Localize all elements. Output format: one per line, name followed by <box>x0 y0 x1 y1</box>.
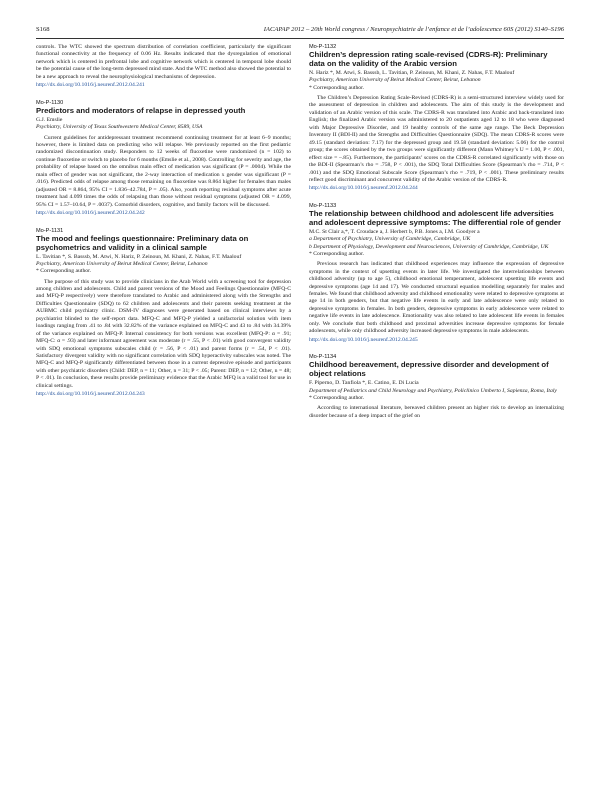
abstract-mo-p-1133 <box>309 203 564 344</box>
left-column <box>36 44 291 399</box>
doi-link[interactable]: http://dx.doi.org/10.1016/j.neurenf.2012.04.242 <box>36 210 145 217</box>
abstract-mo-p-1131 <box>36 228 291 399</box>
abstract-body: The purpose of this study was to provide clinicians in the Arab World with a screening tool for depression among children and adolescents. Child and parent versions of the Mood and Feelings Questionnaire (MFQ-C and MFQ-P respectively) were therefore translated to Arabic and administered along with the Strengths and Difficulties Questionnaire (SDQ) to 62 children and adolescents and their parents seeking treatment at the AUBMC child psychiatry clinic. DSM-IV diagnoses were generated based on clinical interviews by a psychiatrist blinded to the self-report data. MFQ-C and MFQ-P yielded a unifactorial solution with item loadings ranging from .41 to .84 with 32.82% of the variance explained on MFQ-C and 43 to .84 with 34.39% of the variance explained on MFQ-P. Internal consistency for both versions was excellent (MFQ-P: α = .91; MFQ-C: α = .93) and later informant agreement was moderate (r = .55, P < .01) with good convergent validity with SDQ emotional symptoms subscales child (r = .56, P < .01) and parent forms (r = .54, P < .01). Satisfactory divergent validity with no significant correlation with SDQ hyperactivity subscales was noted. The MFQ-C and MFQ-P significantly differentiated between those in a current depressive episode and participants with other psychiatric disorders (Child: DEP, n = 11; Other, n = 31; P < .05; Parent: DEP, n = 12; Other, n = 48; P < .01). In conclusion, these results provide preliminary evidence that the Arabic MFQ is a valid tool for use in clinical settings. <box>36 278 291 389</box>
doi-link[interactable]: http://dx.doi.org/10.1016/j.neurenf.2012.04.244 <box>309 185 418 192</box>
corresponding-author-note: * Corresponding author. <box>309 394 365 401</box>
abstract-title: The relationship between childhood and adolescent life adversities and adolescent depressive symptoms: The differential role of gender <box>309 209 562 228</box>
corresponding-author-note: * Corresponding author. <box>309 250 365 257</box>
journal-running-head: IACAPAP 2012 – 20th World congress / Neuropsychiatrie de l’enfance et de l’adolescence 60S (2012) S140–S196 <box>263 26 564 33</box>
abstract-affiliation: Psychiatry, American University of Beirut Medical Center, Beirut, Lebanon <box>309 77 481 84</box>
page-header <box>36 26 564 38</box>
abstract-code: Mo-P-1134 <box>309 354 337 361</box>
abstract-authors: N. Hariz *, M. Atwi, S. Basssb, L. Tavitian, P. Zeinoun, M. Khani, Z. Nahas, F.T. Maalouf <box>309 70 515 77</box>
abstract-body: Current guidelines for antidepressant treatment recommend continuing treatment for at least 6–9 months; however, there is limited data on predicting who will relapse. We previously reported on the first pediatric randomized discontinuation study. Responders to 12 weeks of fluoxetine were randomized (n = 102) to continue fluoxetine or switch to placebo for 6 months (Emslie et al., 2008). Controlling for severity and age, the probability of relapse based on the omnibus main effect of medication was significant (P = .0004). While the main effect of gender was not significant, the 2-way interaction of medication x gender was significant (P = .016). Predicted odds of relapse among those remaining on fluoxetine was 8.864 higher for females than males (adjusted OR = 8.864, 95% CI = 1.836–42.784, P = .05). Also, youth reporting residual symptoms after acute treatment had 4.099 times the odds of relapsing than those without residual symptoms (adjusted OR = 4.099, 95% CI = 1.57–10.64, P = .0037). Comorbid disorders, cognitive, and family factors will be discussed. <box>36 134 291 208</box>
abstract-mo-p-1132 <box>309 44 564 193</box>
abstract-authors: F. Piperno, D. Tanfiola *, E. Catino, E. Di Lucia <box>309 380 419 387</box>
doi-link[interactable]: http://dx.doi.org/10.1016/j.neurenf.2012.04.245 <box>309 336 418 343</box>
abstract-authors: M.C. St Clair a,*, T. Croudace a, J. Herbert b, P.B. Jones a, I.M. Goodyer a <box>309 229 480 235</box>
abstract-affiliation: Psychiatry, University of Texas Southwestern Medical Center, 8589, USA <box>36 124 203 131</box>
abstract-affiliation: Psychiatry, American University of Beirut Medical Center, Beirut, Lebanon <box>36 260 208 267</box>
corresponding-author-note: * Corresponding author. <box>36 268 92 275</box>
doi-link[interactable]: http://dx.doi.org/10.1016/j.neurenf.2012.04.243 <box>36 391 145 398</box>
abstract-code: Mo-P-1131 <box>36 227 64 234</box>
abstract-body: According to international literature, bereaved children present an higher risk to develop an internalizing disorder because of a deep impact of the grief on <box>309 405 564 419</box>
abstract-code: Mo-P-1130 <box>36 99 64 106</box>
abstract-continuation <box>36 44 291 90</box>
abstract-mo-p-1134 <box>309 354 564 420</box>
page-number: S168 <box>36 26 50 33</box>
abstract-body: The Children’s Depression Rating Scale-Revised (CDRS-R) is a semi-structured interview widely used for the assessment of depression in children and adolescents. The aim of this study is the development and validation of an Arabic version of this scale. The CDRS-R was translated into Arabic and back-translated into English; the finalized Arabic version was administered to 20 outpatients aged 12 to 18 who were diagnosed with Major Depressive Disorder, and 19 healthy controls of the same age range. The Beck Depression Inventory II (BDI-II) and the Strengths and Difficulties Questionnaire (SDQ). The mean CDRS-R scores were 49.15 (standard deviation: 7.17) for the depressed group and 19.58 (standard deviation: 5.06) for the control group; the scores obtained by the two groups were significantly different (Mann Whitney’s U = 1.00, P < .001, effect size = –.85). Furthermore, the participants’ scores on the CDRS-R correlated significantly with those on the BDI-II (Spearman’s rho = .758, P < .001), the SDQ Total Difficulties Score (Spearman’s rho = .714, P < .001) and the SDQ Emotional Subscale Score (Spearman’s rho = .719, P < .001). These preliminary results reflect good discriminant and concurrent validity of the Arabic version of the CDRS-R. <box>309 95 564 183</box>
abstract-code: Mo-P-1132 <box>309 44 337 50</box>
abstract-title: The mood and feelings questionnaire: Preliminary data on psychometrics and validity in a clinical sample <box>36 233 249 252</box>
abstract-affiliation-a: a Department of Psychiatry, University of Cambridge, Cambridge, UK <box>309 236 471 243</box>
abstract-title: Predictors and moderators of relapse in depressed youth <box>36 106 246 116</box>
header-rule <box>36 38 564 39</box>
abstract-title: Children’s depression rating scale-revised (CDRS-R): Preliminary data on the validity of the Arabic version <box>309 50 548 69</box>
continuation-text: controls. The WTC showed the spectrum distribution of correlation coefficient, particularly the significant functional connectivity at the frequency of 0.06 Hz. Results indicated that the dysregulation of emotional network which is centered in prefrontal lobe and cognitive network which is centered in temporal lobe should be the potential cause of the long-term depressed mind state. And the WTC method also showed the potential to be a new approach to reveal the neurophysiological mechanisms of depression. <box>36 44 291 80</box>
right-column <box>309 44 564 420</box>
abstract-affiliation-b: b Department of Physiology, Development and Neurosciences, University of Cambridge, Cambridge, UK <box>309 243 549 250</box>
abstract-authors: G.J. Emslie <box>36 116 63 123</box>
abstract-title: Childhood bereavement, depressive disorder and development of object relations <box>309 360 549 379</box>
abstract-mo-p-1130 <box>36 100 291 218</box>
abstract-body: Previous research has indicated that childhood experiences may influence the expression of depressive symptoms in the context of upsetting events in later life. We investigated the interrelationships between childhood adversity (up to age 5), childhood emotional temperament, adolescent upsetting life events and depressive symptoms (age 14 and 17). We conducted structural equation modelling separately for males and females. We found that childhood adversity and childhood emotionality were related to depressive symptoms at age 14 in both genders, but that negative life events in early and late adolescence were only related to depressive symptoms in females. In both genders, depressive symptoms in early adolescence were related to negative life events in late adolescence. Emotionality was also related to late adolescent life events in females only. We conclude that both childhood and proximal adversities increase depressive symptoms for female adolescents, while only childhood adversity increased depressive symptoms in male adolescents. <box>309 261 564 335</box>
abstract-affiliation: Department of Pediatrics and Child Neurology and Psychiatry, Policlinico Umberto I, Sapienza, Roma, Italy <box>309 387 557 394</box>
abstract-authors: L. Tavitian *, S. Basssb, M. Atwi, N. Hariz, P. Zeinoun, M. Khani, Z. Nahas, F.T. Maalouf <box>36 253 242 260</box>
doi-link[interactable]: http://dx.doi.org/10.1016/j.neurenf.2012.04.241 <box>36 82 145 89</box>
corresponding-author-note: * Corresponding author. <box>309 84 365 91</box>
abstract-code: Mo-P-1133 <box>309 202 337 209</box>
